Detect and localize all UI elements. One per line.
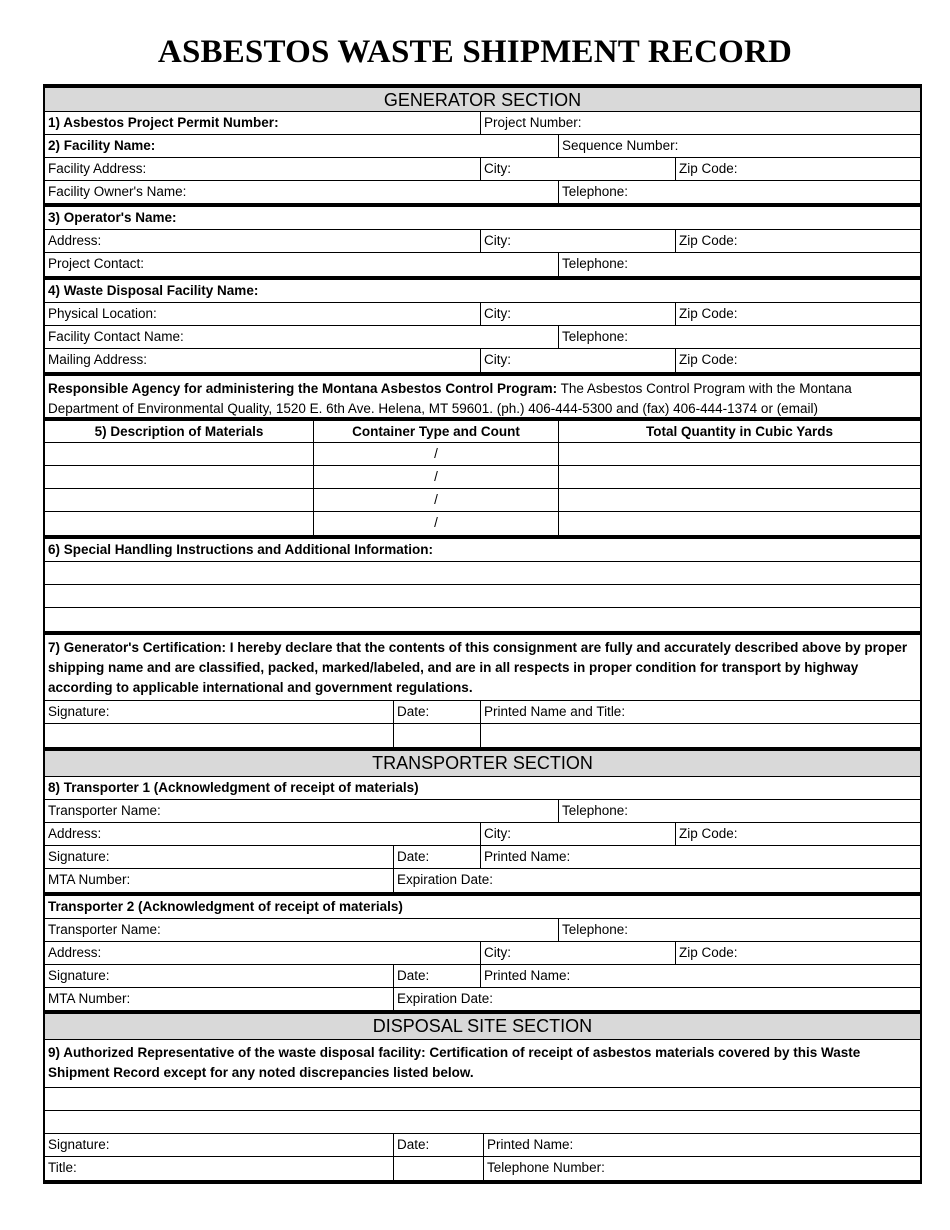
agency-details: The Asbestos Control Program with the Montana Department of Environmental Quality, 1520 E. 6th Ave. Helena, MT 59601. (ph.) 406-444-5300 and (fax) 406-444-1374 or (email) [48, 381, 852, 416]
quantity-cell[interactable] [558, 512, 920, 535]
generator-printed-name-entry[interactable] [480, 724, 920, 747]
facility-address-field[interactable]: Facility Address: [48, 161, 147, 176]
operator-name-field[interactable]: 3) Operator's Name: [48, 210, 177, 225]
special-handling-label: 6) Special Handling Instructions and Additional Information: [48, 542, 434, 557]
transporter-2-expiration-field[interactable]: Expiration Date: [393, 988, 920, 1010]
transporter-1-header-row [45, 777, 920, 800]
transporter-1-mta-row [45, 869, 920, 896]
transporter-1-date-field[interactable]: Date: [393, 846, 480, 868]
permit-row [45, 112, 920, 135]
project-contact-field[interactable]: Project Contact: [48, 256, 145, 271]
transporter-1-mta-field[interactable]: MTA Number: [48, 872, 131, 887]
physical-location-field[interactable]: Physical Location: [48, 306, 157, 321]
material-description-cell[interactable] [45, 512, 313, 535]
transporter-1-telephone-field[interactable]: Telephone: [558, 800, 920, 822]
transporter-2-header-row [45, 896, 920, 919]
transporter-section-title: TRANSPORTER SECTION [372, 753, 593, 773]
mailing-address-field[interactable]: Mailing Address: [48, 352, 148, 367]
operator-address-field[interactable]: Address: [48, 233, 102, 248]
operator-address-row [45, 230, 920, 253]
disposal-telephone-field[interactable]: Telephone Number: [483, 1157, 920, 1180]
special-handling-line[interactable] [45, 608, 920, 635]
waste-facility-row [45, 280, 920, 303]
transporter-2-printed-name-field[interactable]: Printed Name: [480, 965, 920, 987]
operator-telephone-field[interactable]: Telephone: [558, 253, 920, 276]
discrepancy-line[interactable] [45, 1111, 920, 1134]
mailing-city-field[interactable]: City: [480, 349, 675, 372]
special-handling-line[interactable] [45, 562, 920, 585]
discrepancy-line[interactable] [45, 1088, 920, 1111]
operator-name-row [45, 207, 920, 230]
transporter-2-signature-field[interactable]: Signature: [48, 968, 110, 983]
permit-number-field[interactable]: 1) Asbestos Project Permit Number: [48, 115, 279, 130]
disposal-printed-name-field[interactable]: Printed Name: [483, 1134, 920, 1156]
waste-facility-name-field[interactable]: 4) Waste Disposal Facility Name: [48, 283, 259, 298]
transporter-1-expiration-field[interactable]: Expiration Date: [393, 869, 920, 892]
transporter-1-name-field[interactable]: Transporter Name: [48, 803, 161, 818]
responsible-agency-row [45, 376, 920, 421]
container-count-cell[interactable]: / [313, 512, 558, 535]
transporter-2-city-field[interactable]: City: [480, 942, 675, 964]
facility-owner-row [45, 181, 920, 207]
facility-contact-row [45, 326, 920, 349]
materials-row [45, 466, 920, 489]
facility-name-row [45, 135, 920, 158]
transporter-2-label: Transporter 2 (Acknowledgment of receipt of materials) [48, 899, 403, 914]
mailing-address-row [45, 349, 920, 376]
transporter-1-zip-field[interactable]: Zip Code: [675, 823, 920, 845]
facility-name-field[interactable]: 2) Facility Name: [48, 138, 156, 153]
materials-description-header: 5) Description of Materials [94, 424, 264, 439]
generator-section-header [45, 84, 920, 112]
project-number-field[interactable]: Project Number: [480, 112, 920, 134]
disposal-title-spacer[interactable] [393, 1157, 483, 1180]
transporter-1-address-field[interactable]: Address: [48, 826, 102, 841]
materials-header-row [45, 421, 920, 443]
project-contact-row [45, 253, 920, 280]
generator-signature-row [45, 701, 920, 724]
transporter-2-zip-field[interactable]: Zip Code: [675, 942, 920, 964]
transporter-2-name-row [45, 919, 920, 942]
transporter-2-address-row [45, 942, 920, 965]
disposal-section-header [45, 1014, 920, 1040]
waste-telephone-field[interactable]: Telephone: [558, 326, 920, 348]
agency-heading: Responsible Agency for administering the Montana Asbestos Control Program: [48, 381, 558, 396]
responsible-agency-text [45, 376, 920, 421]
disposal-certification-text: 9) Authorized Representative of the waste disposal facility: Certification of receipt of asbestos materials covered by this Waste Shipment Record except for any noted discrepancies listed below. [48, 1045, 861, 1080]
operator-city-field[interactable]: City: [480, 230, 675, 252]
materials-row [45, 489, 920, 512]
physical-location-row [45, 303, 920, 326]
generator-date-field[interactable]: Date: [393, 701, 480, 723]
material-description-cell[interactable] [45, 443, 313, 465]
disposal-section-title: DISPOSAL SITE SECTION [372, 1016, 593, 1036]
materials-row [45, 512, 920, 539]
generator-certification-row [45, 635, 920, 701]
transporter-2-signature-row [45, 965, 920, 988]
materials-row [45, 443, 920, 466]
transporter-1-address-row [45, 823, 920, 846]
transporter-2-mta-field[interactable]: MTA Number: [48, 991, 131, 1006]
transporter-2-name-field[interactable]: Transporter Name: [48, 922, 161, 937]
transporter-1-city-field[interactable]: City: [480, 823, 675, 845]
quantity-cell[interactable] [558, 443, 920, 465]
special-handling-line[interactable] [45, 585, 920, 608]
material-description-cell[interactable] [45, 489, 313, 511]
facility-city-field[interactable]: City: [480, 158, 675, 180]
facility-telephone-field[interactable]: Telephone: [558, 181, 920, 203]
page-title: ASBESTOS WASTE SHIPMENT RECORD [157, 34, 793, 70]
transporter-2-mta-row [45, 988, 920, 1014]
generator-certification-text: 7) Generator's Certification: I hereby declare that the contents of this consignment are fully and accurately described above by proper shipping name and are classified, packed, marked/labeled, and are in all respects in proper condition for transport by highway according to applicable international and government regulations. [48, 640, 908, 695]
special-handling-row [45, 539, 920, 562]
facility-owner-field[interactable]: Facility Owner's Name: [48, 184, 187, 199]
transporter-1-label: 8) Transporter 1 (Acknowledgment of receipt of materials) [48, 780, 419, 795]
operator-zip-field[interactable]: Zip Code: [675, 230, 920, 252]
generator-section-title: GENERATOR SECTION [383, 90, 582, 110]
transporter-2-address-field[interactable]: Address: [48, 945, 102, 960]
waste-zip-field[interactable]: Zip Code: [675, 303, 920, 325]
transporter-1-printed-name-field[interactable]: Printed Name: [480, 846, 920, 868]
disposal-title-row [45, 1157, 920, 1184]
transporter-1-signature-row [45, 846, 920, 869]
facility-zip-field[interactable]: Zip Code: [675, 158, 920, 180]
generator-signature-entry[interactable] [45, 724, 393, 747]
disposal-date-field[interactable]: Date: [393, 1134, 483, 1156]
transporter-section-header [45, 751, 920, 777]
disposal-certification-row [45, 1040, 920, 1088]
transporter-2-date-field[interactable]: Date: [393, 965, 480, 987]
total-quantity-header: Total Quantity in Cubic Yards [558, 421, 920, 442]
transporter-1-name-row [45, 800, 920, 823]
generator-signature-entry-row [45, 724, 920, 751]
facility-address-row [45, 158, 920, 181]
generator-printed-name-field[interactable]: Printed Name and Title: [480, 701, 920, 723]
quantity-cell[interactable] [558, 466, 920, 488]
container-count-cell[interactable]: / [313, 443, 558, 465]
disposal-signature-row [45, 1134, 920, 1157]
disposal-title-field[interactable]: Title: [48, 1160, 77, 1175]
transporter-1-signature-field[interactable]: Signature: [48, 849, 110, 864]
shipment-form [43, 84, 922, 1184]
sequence-number-field[interactable]: Sequence Number: [558, 135, 920, 157]
disposal-signature-field[interactable]: Signature: [48, 1137, 110, 1152]
generator-signature-field[interactable]: Signature: [48, 704, 110, 719]
transporter-2-telephone-field[interactable]: Telephone: [558, 919, 920, 941]
container-count-cell[interactable]: / [313, 466, 558, 488]
mailing-zip-field[interactable]: Zip Code: [675, 349, 920, 372]
waste-city-field[interactable]: City: [480, 303, 675, 325]
generator-date-entry[interactable] [393, 724, 480, 747]
container-type-header: Container Type and Count [313, 421, 558, 442]
container-count-cell[interactable]: / [313, 489, 558, 511]
quantity-cell[interactable] [558, 489, 920, 511]
material-description-cell[interactable] [45, 466, 313, 488]
facility-contact-field[interactable]: Facility Contact Name: [48, 329, 184, 344]
